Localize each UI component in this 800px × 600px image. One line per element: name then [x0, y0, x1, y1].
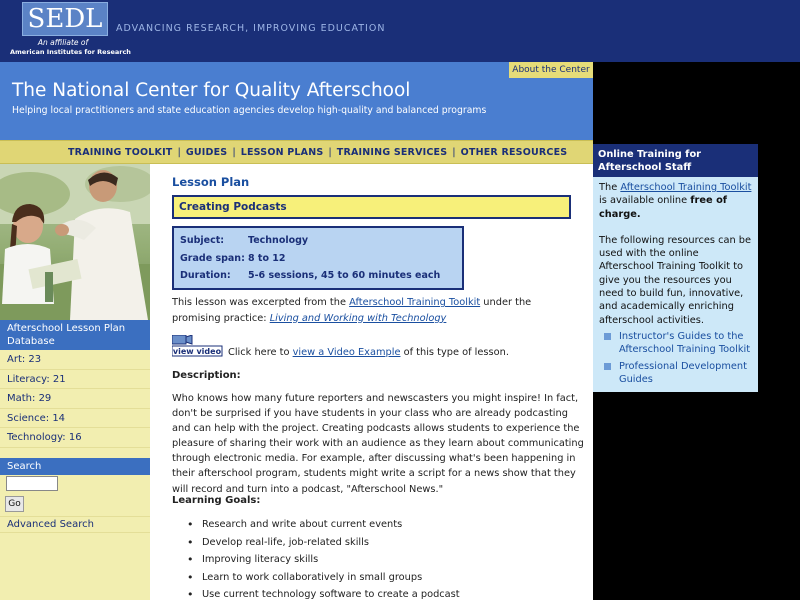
goal-item: • Use current technology software to create a podcast	[185, 586, 565, 600]
goal-item: • Improving literacy skills	[185, 551, 565, 569]
tagline: ADVANCING RESEARCH, IMPROVING EDUCATION	[116, 23, 386, 34]
search-input[interactable]	[6, 476, 58, 491]
intro-mid: is available online	[599, 195, 691, 207]
goal-item: • Learn to work collaboratively in small groups	[185, 569, 565, 587]
teacher-student-photo	[0, 164, 150, 320]
logo-org: American Institutes for Research	[10, 48, 131, 56]
duration-label: Duration:	[180, 270, 231, 281]
logo-text: SEDL	[22, 2, 108, 36]
instructors-guides-item[interactable]	[599, 330, 752, 357]
subject-link-math[interactable]: Math: 29	[0, 389, 150, 409]
nav-training-services[interactable]: TRAINING SERVICES	[336, 146, 448, 158]
view-video-icon[interactable]	[172, 335, 224, 357]
online-training-heading: Online Training for Afterschool Staff	[593, 144, 758, 177]
grade-value: 8 to 12	[248, 252, 286, 264]
nav-separator: |	[452, 146, 456, 158]
excerpt-text	[172, 295, 582, 326]
instructors-guides-link[interactable]: Instructor's Guides to the Afterschool Training Toolkit	[619, 330, 751, 356]
lesson-plan-database-heading: Afterschool Lesson Plan Database	[0, 320, 150, 350]
nav-other-resources[interactable]: OTHER RESOURCES	[460, 146, 568, 158]
free-of-charge: free of charge.	[599, 195, 728, 220]
subject-link-technology[interactable]: Technology: 16	[0, 428, 150, 448]
bullet-square-icon	[604, 363, 611, 370]
main-content	[150, 164, 593, 600]
nav-lesson-plans[interactable]: LESSON PLANS	[240, 146, 324, 158]
subject-row	[180, 232, 456, 250]
training-intro	[599, 181, 752, 221]
subject-link-art[interactable]: Art: 23	[0, 350, 150, 370]
professional-development-item[interactable]	[599, 360, 752, 387]
nav-separator: |	[232, 146, 236, 158]
practice-link[interactable]: Living and Working with Technology	[269, 312, 447, 324]
video-pre: Click here to	[228, 347, 293, 358]
lesson-info-box	[172, 226, 464, 290]
duration-row	[180, 267, 456, 285]
search-heading: Search	[0, 458, 150, 475]
sedl-logo[interactable]	[10, 2, 131, 58]
resources-text: The following resources can be used with the online Afterschool Training Toolkit to give you the resources you need to build fun, innovative, and academically enriching afterschool activities.	[599, 234, 752, 326]
top-bar	[0, 0, 800, 62]
bullet-square-icon	[604, 333, 611, 340]
subject-link-science[interactable]: Science: 14	[0, 409, 150, 429]
grade-label: Grade span:	[180, 252, 245, 264]
nav-training-toolkit[interactable]: TRAINING TOOLKIT	[68, 146, 173, 158]
view-video-icon-label: view video	[172, 347, 222, 356]
subject-label: Subject:	[180, 235, 225, 246]
lesson-title: Creating Podcasts	[172, 195, 571, 219]
description-heading: Description:	[172, 370, 241, 381]
subject-link-literacy[interactable]: Literacy: 21	[0, 370, 150, 390]
video-line	[228, 347, 509, 358]
nav-separator: |	[177, 146, 181, 158]
view-video-link[interactable]: view a Video Example	[292, 347, 401, 358]
left-sidebar	[0, 320, 150, 600]
advanced-search-link[interactable]: Advanced Search	[0, 516, 150, 533]
goal-item: • Develop real-life, job-related skills	[185, 534, 565, 552]
about-the-center-link[interactable]: About the Center	[509, 62, 593, 78]
subject-value: Technology	[248, 235, 309, 246]
professional-development-link[interactable]: Professional Development Guides	[619, 360, 747, 385]
main-nav	[0, 140, 593, 164]
training-toolkit-link[interactable]: Afterschool Training Toolkit	[349, 297, 481, 308]
learning-goals-heading: Learning Goals:	[172, 495, 261, 506]
site-subtitle: Helping local practitioners and state education agencies develop high-quality and balanced programs	[12, 105, 487, 116]
site-header	[0, 62, 593, 140]
intro-pre: The	[599, 182, 621, 193]
duration-value: 5-6 sessions, 45 to 60 minutes each	[248, 270, 441, 281]
section-title: Lesson Plan	[172, 175, 250, 189]
photo-illustration	[0, 164, 150, 320]
excerpt-pre: This lesson was excerpted from the	[172, 297, 350, 308]
excerpt-mid: under the promising practice:	[172, 297, 532, 324]
learning-goals-list	[185, 516, 565, 600]
site-title[interactable]: The National Center for Quality Afterschool	[12, 80, 411, 101]
video-post: of this type of lesson.	[400, 347, 509, 358]
nav-separator: |	[328, 146, 332, 158]
grade-row	[180, 250, 456, 268]
nav-guides[interactable]: GUIDES	[185, 146, 228, 158]
logo-affiliate: An affiliate of	[37, 38, 89, 47]
toolkit-link[interactable]: Afterschool Training Toolkit	[620, 182, 752, 193]
description-text: Who knows how many future reporters and newscasters you might inspire! In fact, don't be surprised if you have students in your class who are already podcasting and can help with the project. Creating podcasts allows students to experience the pleasure of sharing their work with an audience as they learn about communicating through electronic media. For example, after discussing what's been happening in their afterschool program, students might write a script for a news show that they will record and turn into a podcast, "Afterschool News."	[172, 393, 584, 495]
goal-item: • Research and write about current events	[185, 516, 565, 534]
go-button[interactable]: Go	[5, 496, 24, 512]
online-training-panel	[593, 177, 758, 392]
